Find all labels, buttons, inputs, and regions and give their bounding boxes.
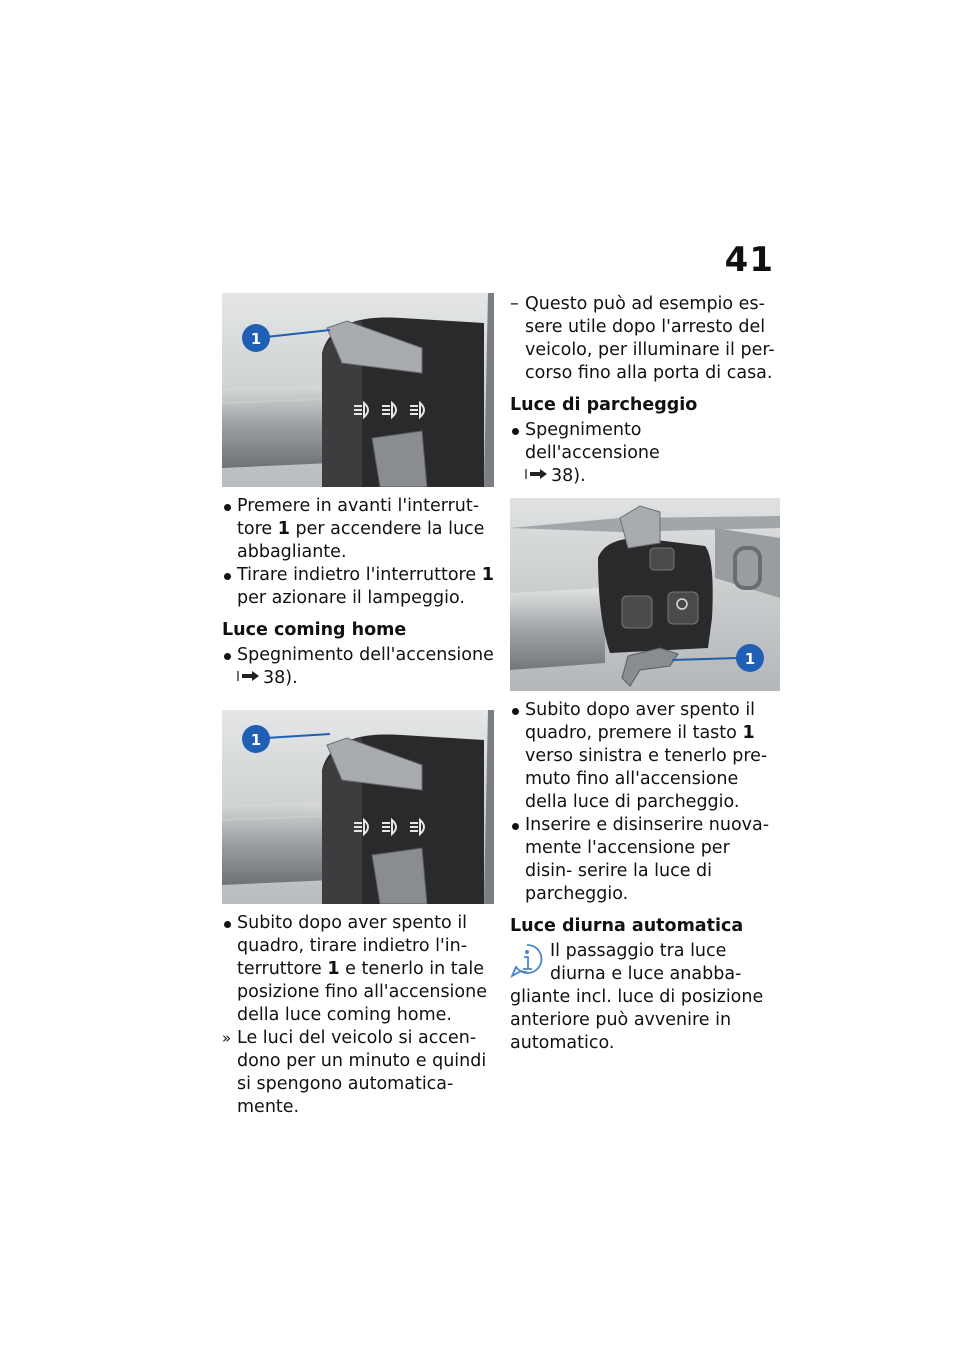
- coming-home-note: [510, 293, 780, 385]
- list-item: Premere in avanti l'interrut- tore 1 per accendere la luce abbagliante.: [222, 495, 494, 564]
- right-column: [510, 293, 780, 1055]
- result-item: » Le luci del veicolo si accen- dono per un minuto e quindi si spengono automatica- mente.: [222, 1027, 494, 1119]
- section-heading-daylight: Luce diurna automatica: [510, 916, 744, 936]
- parking-precondition: [510, 419, 780, 488]
- info-icon: [510, 942, 544, 980]
- list-item: Spegnimento dell'accensione 38).: [222, 644, 494, 690]
- list-item: Subito dopo aver spento il quadro, premere il tasto 1 verso sinistra e tenerlo pre- muto fino all'accensione della luce di parcheggio.: [510, 699, 780, 814]
- coming-home-steps: [222, 912, 494, 1119]
- figure-coming-home-switch: [222, 710, 494, 904]
- dash-item: – Questo può ad esempio es- sere utile dopo l'arresto del veicolo, per illuminare il per- corso fino alla porta di casa.: [510, 293, 780, 385]
- high-beam-steps: [222, 495, 494, 610]
- list-item: Tirare indietro l'interruttore 1 per azionare il lampeggio.: [222, 564, 494, 610]
- info-text: Il passaggio tra luce diurna e luce anabba- gliante incl. luce di posizione anteriore può avvenire in automatico.: [510, 941, 764, 1053]
- figure3-callout-number: 1: [744, 650, 756, 668]
- figure-parking-light-switch: [510, 498, 780, 691]
- page-ref-link[interactable]: 38).: [263, 668, 298, 688]
- figure-high-beam-switch: [222, 293, 494, 487]
- parking-steps: [510, 699, 780, 906]
- coming-home-precondition: [222, 644, 494, 690]
- section-heading-parking: Luce di parcheggio: [510, 395, 698, 415]
- page-ref-arrow-icon: [525, 465, 551, 488]
- list-item: Spegnimento dell'accensione 38).: [510, 419, 780, 488]
- figure1-callout-number: 1: [250, 330, 262, 348]
- figure2-callout-number: 1: [250, 731, 262, 749]
- section-heading-coming-home: Luce coming home: [222, 620, 407, 640]
- page-ref-link[interactable]: 38).: [551, 466, 586, 486]
- page-number: 41: [724, 240, 774, 280]
- page-ref-arrow-icon: [237, 667, 263, 690]
- list-item: Subito dopo aver spento il quadro, tirare indietro l'in- terruttore 1 e tenerlo in tale posizione fino all'accensione della luce coming home.: [222, 912, 494, 1027]
- info-note: [510, 940, 780, 1055]
- list-item: Inserire e disinserire nuova- mente l'accensione per disin- serire la luce di parcheggio.: [510, 814, 780, 906]
- left-column: [222, 293, 494, 1119]
